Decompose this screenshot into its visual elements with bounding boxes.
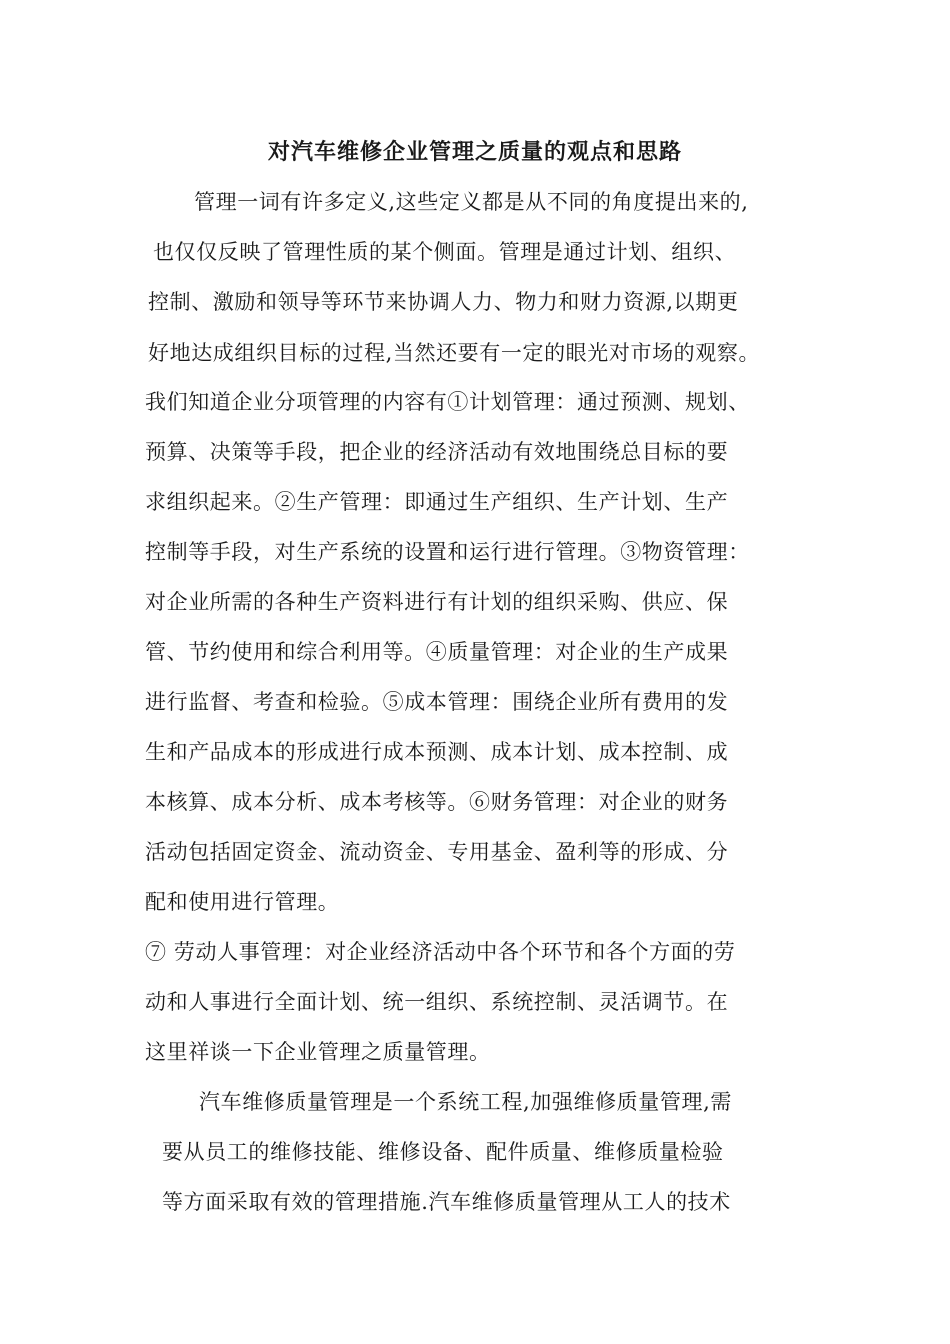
paragraph-line: 配和使用进行管理。 bbox=[145, 890, 340, 914]
paragraph-line: 也仅仅反映了管理性质的某个侧面。管理是通过计划、组织、 bbox=[153, 240, 737, 264]
paragraph-line: 对企业所需的各种生产资料进行有计划的组织采购、供应、保 bbox=[145, 590, 729, 614]
paragraph-line: 好地达成组织目标的过程,当然还要有一定的眼光对市场的观察。 bbox=[148, 341, 761, 365]
paragraph-line: 进行监督、考查和检验。⑤成本管理：围绕企业所有费用的发 bbox=[145, 690, 729, 714]
paragraph-line: 管理一词有许多定义,这些定义都是从不同的角度提出来的, bbox=[194, 190, 749, 214]
paragraph-line: 我们知道企业分项管理的内容有①计划管理：通过预测、规划、 bbox=[145, 390, 750, 414]
paragraph-line: 等方面采取有效的管理措施.汽车维修质量管理从工人的技术 bbox=[162, 1190, 731, 1214]
paragraph-line: 动和人事进行全面计划、统一组织、系统控制、灵活调节。在 bbox=[145, 990, 729, 1014]
paragraph-line: 活动包括固定资金、流动资金、专用基金、盈利等的形成、分 bbox=[145, 840, 729, 864]
paragraph-line: 控制、激励和领导等环节来协调人力、物力和财力资源,以期更 bbox=[148, 290, 739, 314]
document-title: 对汽车维修企业管理之质量的观点和思路 bbox=[267, 139, 682, 165]
paragraph-line: 生和产品成本的形成进行成本预测、成本计划、成本控制、成 bbox=[145, 740, 729, 764]
paragraph-line: 本核算、成本分析、成本考核等。⑥财务管理：对企业的财务 bbox=[145, 790, 729, 814]
paragraph-line: 预算、决策等手段，把企业的经济活动有效地围绕总目标的要 bbox=[145, 440, 729, 464]
paragraph-line: 汽车维修质量管理是一个系统工程,加强维修质量管理,需 bbox=[199, 1090, 732, 1114]
paragraph-line: 控制等手段，对生产系统的设置和运行进行管理。③物资管理： bbox=[145, 540, 750, 564]
paragraph-line: 求组织起来。②生产管理：即通过生产组织、生产计划、生产 bbox=[145, 490, 729, 514]
paragraph-line: 要从员工的维修技能、维修设备、配件质量、维修质量检验 bbox=[162, 1140, 724, 1164]
paragraph-line: ⑦ 劳动人事管理：对企业经济活动中各个环节和各个方面的劳 bbox=[145, 940, 736, 964]
paragraph-line: 管、节约使用和综合利用等。④质量管理：对企业的生产成果 bbox=[145, 640, 729, 664]
paragraph-line: 这里祥谈一下企业管理之质量管理。 bbox=[145, 1040, 491, 1064]
